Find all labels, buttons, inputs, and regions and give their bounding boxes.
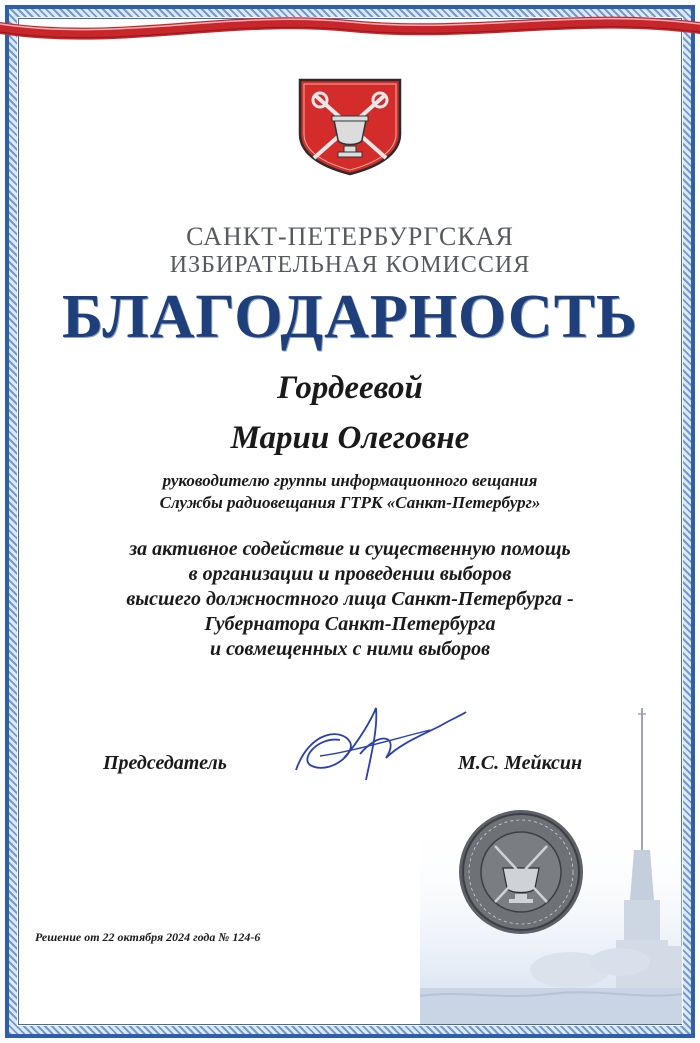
signature-icon (290, 700, 470, 785)
org-line-1: САНКТ-ПЕТЕРБУРГСКАЯ (186, 222, 514, 251)
reason-line: за активное содействие и существенную помощь (129, 538, 571, 560)
ribbon-icon (0, 0, 700, 60)
coat-of-arms-icon (294, 76, 406, 176)
recipient-position (0, 470, 700, 514)
reason-line: Губернатора Санкт-Петербурга (204, 613, 496, 635)
document-title: БЛАГОДАРНОСТЬ (61, 283, 639, 351)
award-reason (0, 537, 700, 662)
reason-line: и совмещенных с ними выборов (209, 638, 491, 660)
org-line-2: ИЗБИРАТЕЛЬНАЯ КОМИССИЯ (169, 252, 531, 278)
reason-line: высшего должностного лица Санкт-Петербурга - (126, 588, 574, 610)
signatory-role: Председатель (103, 752, 227, 774)
signatory-name: М.С. Мейксин (458, 752, 583, 774)
recipient-given-names: Марии Олеговне (230, 420, 470, 456)
reason-line: в организации и проведении выборов (188, 563, 512, 585)
position-line: руководителю группы информационного вещания (162, 471, 538, 490)
seal-icon (455, 806, 587, 938)
decision-reference: Решение от 22 октября 2024 года № 124-6 (35, 930, 261, 944)
position-line: Службы радиовещания ГТРК «Санкт-Петербург» (159, 493, 541, 512)
recipient-surname: Гордеевой (277, 370, 423, 406)
